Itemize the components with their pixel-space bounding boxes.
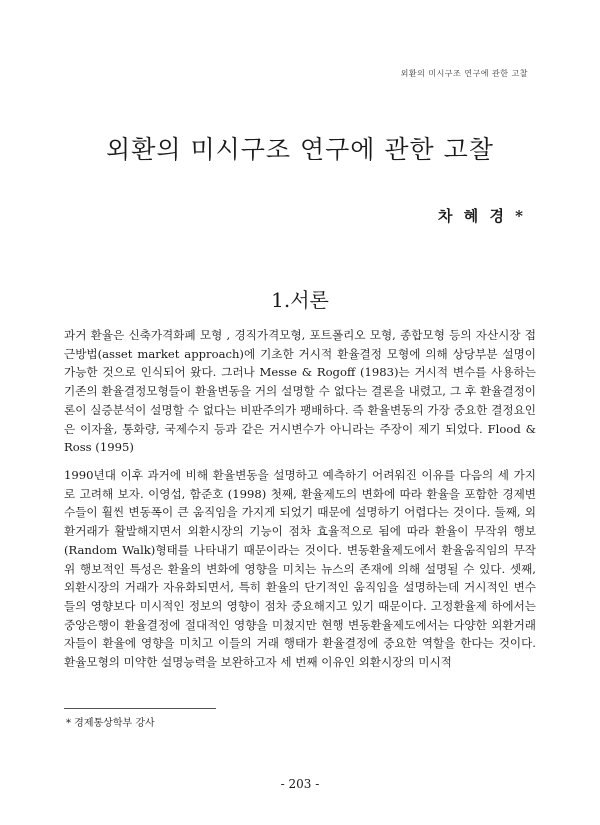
section-heading: 1.서론 <box>271 288 329 312</box>
paragraph-text: 1990년대 이후 과거에 비해 환율변동을 설명하고 예측하기 어려워진 이유를 다음의 세 가지로 고려해 보자. 이영섭, 함준호 (1998) 첫째, 환율제도의 변화에 따라 환율을 포함한 경제변수들이 훨씬 변동폭이 큰 움직임을 가지게 되었기 때문에 설명하기 어렵다는 것이다. 둘째, 외환거래가 활발해지면서 외환시장의 기능이 점차 효율적으로 됨에 따라 환율이 무작위 행보(Random Walk)형태를 나타내기 때문이라는 것이다. 변동환율제도에서 환율움직임의 무작위 행보적인 특성은 환율의 변화에 영향을 미치는 뉴스의 존재에 의해 설명될 수 있다. 셋째, 외환시장의 거래가 자유화되면서, 특히 환율의 단기적인 움직임을 설명하는데 거시적인 변수들의 영향보다 미시적인 정보의 영향이 점차 중요해지고 있기 때문이다. 고정환율제 하에서는 중앙은행이 환율결정에 절대적인 영향을 미쳤지만 현행 변동환율제도에서는 다양한 외환거래자들이 환율에 영향을 미치고 이들의 거래 행태가 환율결정에 중요한 역할을 한다는 것이다. 환율모형의 미약한 설명능력을 보완하고자 세 번째 이유인 외환시장의 미시적 <box>64 468 536 670</box>
paragraph-text: 과거 환율은 신축가격화폐 모형 , 경직가격모형, 포트폴리오 모형, 종합모형 등의 자산시장 접근방법(asset market approach)에 기초한 거시적 환율결정 모형에 의해 상당부분 설명이 가능한 것으로 인식되어 왔다. 그러나 Messe & Rogoff (1983)는 거시적 변수를 사용하는 기존의 환율결정모형들이 환율변동을 거의 설명할 수 없다는 결론을 내렸고, 그 후 환율결정이론이 실증분석이 설명할 수 없다는 비판주의가 팽배하다. 즉 환율변동의 가장 중요한 결정요인은 이자율, 통화량, 국제수지 등과 같은 거시변수가 아니라는 주장이 제기 되었다. Flood & Ross (1995) <box>64 328 536 455</box>
body-paragraph-1 <box>64 326 536 457</box>
author-name: 차 혜 경 * <box>438 207 526 225</box>
body-paragraph-2 <box>64 466 536 672</box>
page-number: - 203 - <box>280 777 320 791</box>
paper-title: 외환의 미시구조 연구에 관한 고찰 <box>106 135 494 164</box>
running-head: 외환의 미시구조 연구에 관한 고찰 <box>400 69 528 78</box>
footnote: * 경제통상학부 강사 <box>66 718 155 729</box>
footnote-divider <box>64 708 216 709</box>
